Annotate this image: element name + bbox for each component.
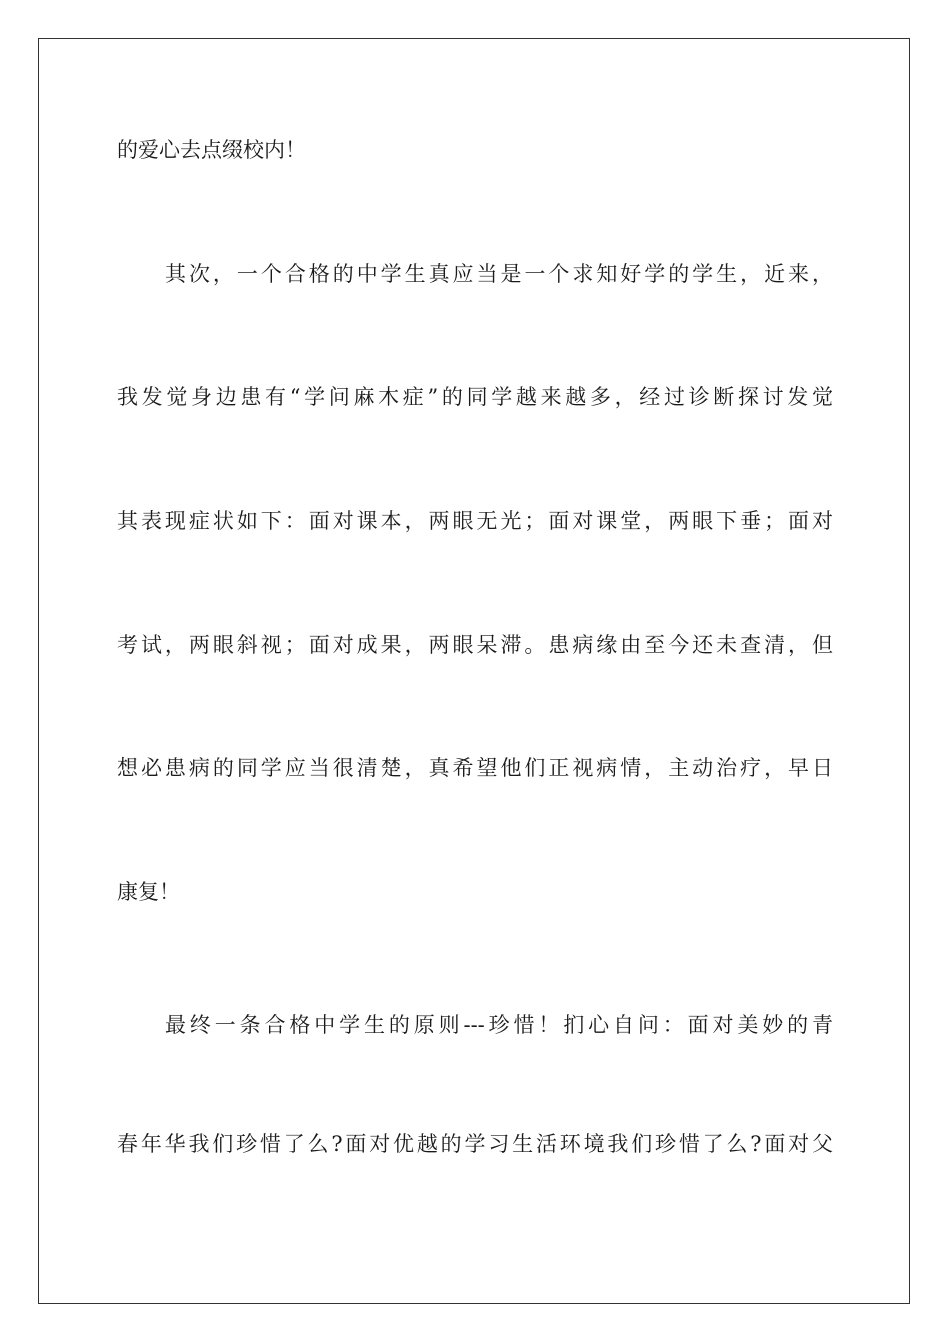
paragraph-line: 想必患病的同学应当很清楚，真希望他们正视病情，主动治疗，早日 — [117, 756, 833, 780]
paragraph-line: 其表现症状如下：面对课本，两眼无光；面对课堂，两眼下垂；面对 — [117, 509, 833, 533]
paragraph-line: 春年华我们珍惜了么?面对优越的学习生活环境我们珍惜了么?面对父 — [117, 1132, 833, 1156]
paragraph-line: 的爱心去点缀校内！ — [117, 138, 306, 162]
page-border — [38, 38, 910, 1304]
paragraph-line: 我发觉身边患有“学问麻木症”的同学越来越多，经过诊断探讨发觉 — [117, 385, 833, 409]
paragraph-line: 康复！ — [117, 880, 180, 904]
paragraph-line: 其次，一个合格的中学生真应当是一个求知好学的学生，近来， — [165, 262, 833, 286]
paragraph-line: 最终一条合格中学生的原则---珍惜！扪心自问：面对美妙的青 — [165, 1013, 833, 1037]
paragraph-line: 考试，两眼斜视；面对成果，两眼呆滞。患病缘由至今还未查清，但 — [117, 633, 833, 657]
